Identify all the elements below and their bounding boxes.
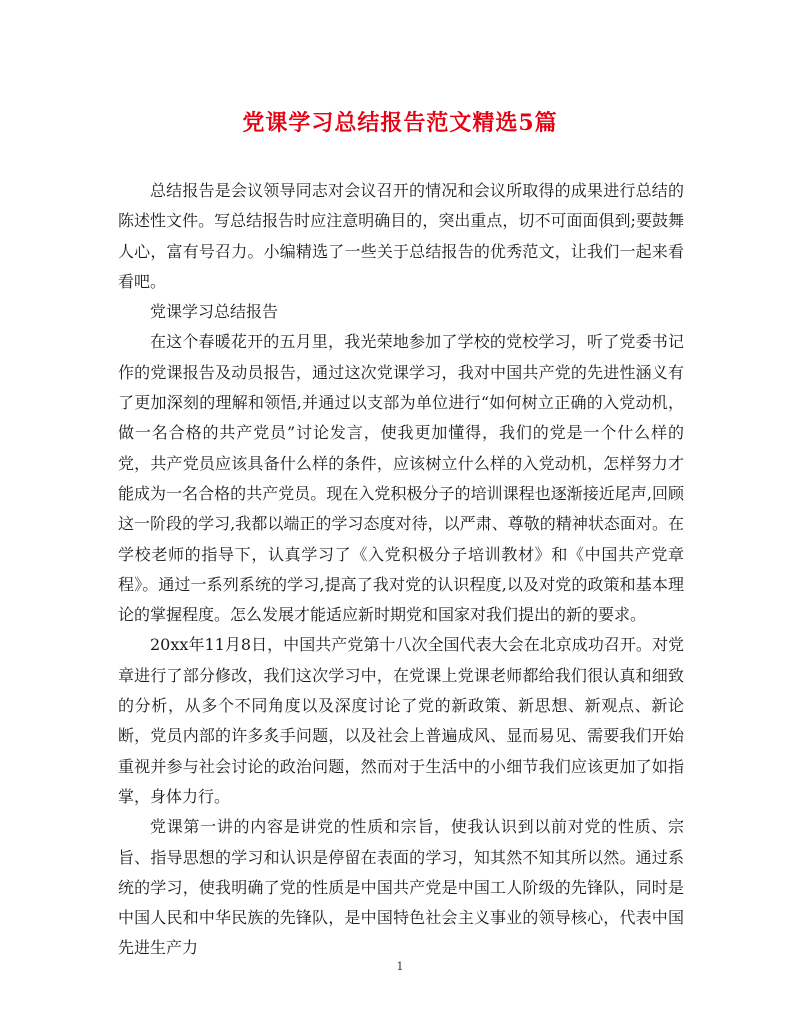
intro-paragraph: 总结报告是会议领导同志对会议召开的情况和会议所取得的成果进行总结的陈述性文件。写总结报告时应注意明确目的，突出重点，切不可面面俱到;要鼓舞人心，富有号召力。小编精选了一些关于总结报告的优秀范文，让我们一起来看看吧。 — [118, 181, 684, 291]
document-title: 党课学习总结报告范文精选5篇 — [242, 110, 558, 136]
body-paragraph: 在这个春暖花开的五月里，我光荣地参加了学校的党校学习，听了党委书记作的党课报告及动员报告，通过这次党课学习，我对中国共产党的先进性涵义有了更加深刻的理解和领悟,并通过以支部为单位进行“如何树立正确的入党动机，做一名合格的共产党员”讨论发言，使我更加懂得，我们的党是一个什么样的党，共产党员应该具备什么样的条件，应该树立什么样的入党动机，怎样努力才能成为一名合格的共产党员。现在入党积极分子的培训课程也逐渐接近尾声,回顾这一阶段的学习,我都以端正的学习态度对待，以严肃、尊敬的精神状态面对。在学校老师的指导下，认真学习了《入党积极分子培训教材》和《中国共产党章程》。通过一系列系统的学习,提高了我对党的认识程度,以及对党的政策和基本理论的掌握程度。怎么发展才能适应新时期党和国家对我们提出的新的要求。 — [118, 332, 684, 625]
section-heading: 党课学习总结报告 — [150, 302, 279, 322]
page-number: 1 — [396, 960, 404, 973]
body-paragraph: 20xx年11月8日，中国共产党第十八次全国代表大会在北京成功召开。对党章进行了部分修改，我们这次学习中，在党课上党课老师都给我们很认真和细致的分析，从多个不同角度以及深度讨论了党的新政策、新思想、新观点、新论断，党员内部的许多炙手问题，以及社会上普遍成风、显而易见、需要我们开始重视并参与社会讨论的政治问题，然而对于生活中的小细节我们应该更加了如指掌，身体力行。 — [118, 635, 684, 806]
body-paragraph: 党课第一讲的内容是讲党的性质和宗旨，使我认识到以前对党的性质、宗旨、指导思想的学习和认识是停留在表面的学习，知其然不知其所以然。通过系统的学习，使我明确了党的性质是中国共产党是中国工人阶级的先锋队，同时是中国人民和中华民族的先锋队，是中国特色社会主义事业的领导核心，代表中国先进生产力 — [118, 817, 684, 958]
document-body — [118, 176, 684, 964]
